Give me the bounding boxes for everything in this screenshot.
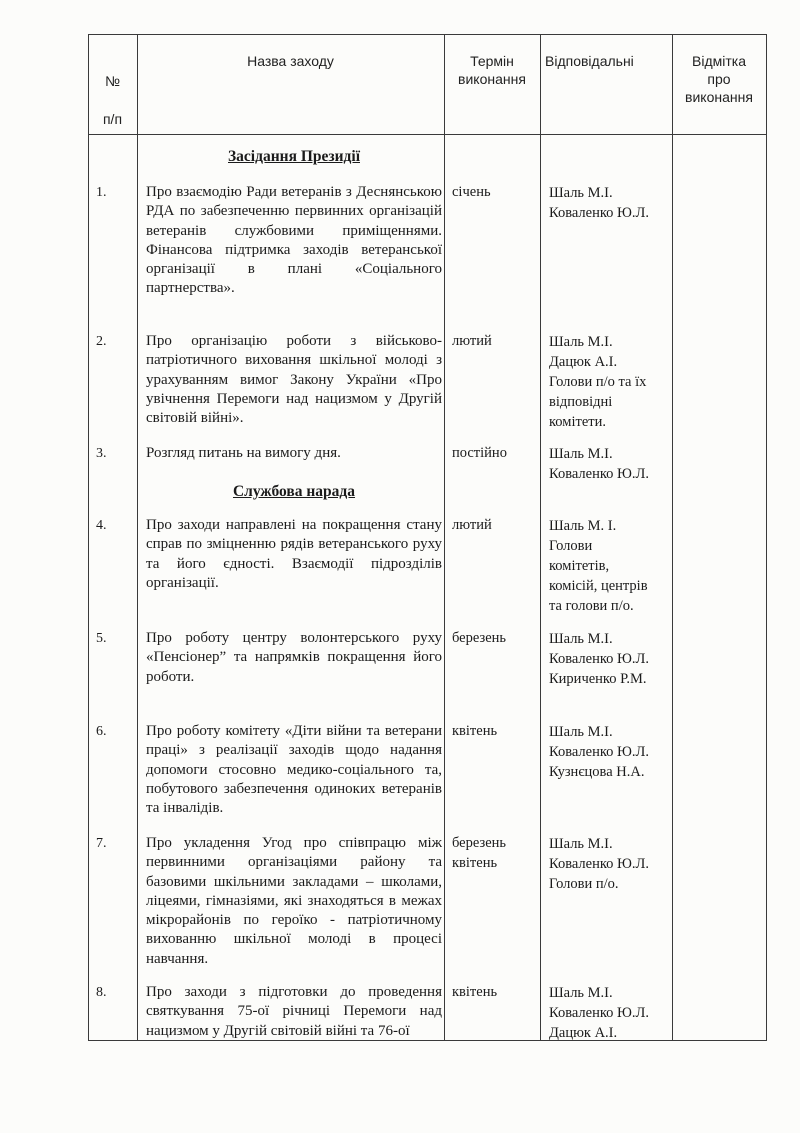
row-6-number: 6. bbox=[96, 724, 107, 739]
table-border-left bbox=[88, 34, 89, 1041]
row-5-term: березень bbox=[452, 630, 507, 646]
row-5-title: Про роботу центру волонтерського руху «Пенсіонер” та напрямків покращення його роботи. bbox=[146, 630, 442, 685]
table-border-col-name bbox=[137, 34, 138, 1041]
row-2-title: Про організацію роботи з військово-патріотичного виховання шкільної молоді з урахуванням вимог Закону України «Про увічнення Перемоги над нацизмом у Другій світовій війні». bbox=[146, 333, 442, 427]
table-border-right bbox=[766, 34, 767, 1041]
row-4-responsible: Шаль М. І. Голови комітетів, комісій, центрів та голови п/о. bbox=[549, 518, 648, 614]
section-title-meeting: Службова нарада bbox=[232, 483, 356, 500]
header-mark: Відмітка про виконання bbox=[685, 53, 753, 105]
row-2-term: лютий bbox=[452, 333, 492, 349]
row-6-responsible: Шаль М.І. Коваленко Ю.Л. Кузнєцова Н.А. bbox=[549, 724, 650, 780]
row-8-number: 8. bbox=[96, 985, 107, 1000]
row-7-number: 7. bbox=[96, 836, 107, 851]
row-8-responsible: Шаль М.І. Коваленко Ю.Л. Дацюк А.І. bbox=[549, 985, 650, 1041]
row-3-term: постійно bbox=[452, 445, 507, 461]
row-3-title: Розгляд питань на вимогу дня. bbox=[146, 445, 341, 461]
row-6-title: Про роботу комітету «Діти війни та ветерани праці» з реалізації заходів щодо надання допомоги стосовно медико-соціального та, побутового забезпечення одиноких ветеранів та інвалідів. bbox=[146, 723, 442, 817]
row-4-number: 4. bbox=[96, 518, 107, 533]
row-6-term: квітень bbox=[452, 723, 498, 739]
table-border-top bbox=[88, 34, 767, 35]
row-7-responsible: Шаль М.І. Коваленко Ю.Л. Голови п/о. bbox=[549, 836, 650, 892]
table-border-col-mark bbox=[672, 34, 673, 1041]
row-1-responsible: Шаль М.І. Коваленко Ю.Л. bbox=[549, 185, 650, 221]
row-5-number: 5. bbox=[96, 631, 107, 646]
row-4-term: лютий bbox=[452, 517, 492, 533]
header-name: Назва заходу bbox=[247, 53, 334, 69]
table-border-col-resp bbox=[540, 34, 541, 1041]
row-4-title: Про заходи направлені на покращення стану справ по зміцненню рядів ветеранського руху та його єдності. Взаємодії підрозділів організації. bbox=[146, 517, 442, 591]
row-1-title: Про взаємодію Ради ветеранів з Деснянською РДА по забезпеченню первинних організацій ветеранів службовими приміщеннями. Фінансова підтримка заходів ветеранської організації в плані «Соціального партнерства». bbox=[146, 184, 442, 297]
row-7-title: Про укладення Угод про співпрацю між первинними організаціями району та базовими шкільними закладами – школами, ліцеями, гімназіями, які знаходяться в межах мікрорайонів по героїко - патріотичному вихованню шкільної молоді в процесі навчання. bbox=[146, 835, 442, 967]
table-header-divider bbox=[88, 134, 767, 135]
row-1-number: 1. bbox=[96, 185, 107, 200]
header-num: № bbox=[104, 73, 121, 89]
row-2-number: 2. bbox=[96, 334, 107, 349]
section-title-presidium: Засідання Президії bbox=[228, 148, 360, 165]
header-num-sub: п/п bbox=[102, 111, 123, 127]
row-1-term: січень bbox=[452, 184, 491, 200]
row-7-term: березень квітень bbox=[452, 835, 507, 871]
row-8-term: квітень bbox=[452, 984, 498, 1000]
row-3-responsible: Шаль М.І. Коваленко Ю.Л. bbox=[549, 446, 650, 482]
row-2-responsible: Шаль М.І. Дацюк А.І. Голови п/о та їх відповідні комітети. bbox=[549, 334, 647, 430]
row-3-number: 3. bbox=[96, 446, 107, 461]
header-term: Термін виконання bbox=[458, 53, 526, 87]
row-8-title: Про заходи з підготовки до проведення святкування 75-ої річниці Перемоги над нацизмом у Другій світовій війні та 76-ої bbox=[146, 984, 442, 1039]
table-border-col-term bbox=[444, 34, 445, 1041]
row-5-responsible: Шаль М.І. Коваленко Ю.Л. Кириченко Р.М. bbox=[549, 631, 650, 687]
header-responsible: Відповідальні bbox=[545, 53, 634, 69]
